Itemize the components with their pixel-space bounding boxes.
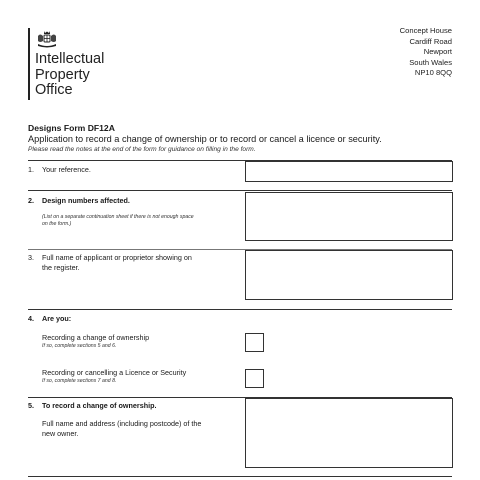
option-licence-security-note: If so, complete sections 7 and 8. [42,378,117,384]
note-line: on the form.) [42,221,72,228]
section-number: 2. [28,196,34,205]
section-2-label: Design numbers affected. [42,196,130,205]
section-number: 5. [28,401,34,410]
section-2-note [42,214,194,228]
address-line: Newport [423,47,452,57]
logo-line: Property [35,66,90,83]
address-line: Concept House [399,26,452,35]
label-line: the register. [42,263,80,272]
section-number: 4. [28,314,34,323]
form-title: Designs Form DF12A [28,123,115,133]
section-3-label [42,253,192,273]
section-5-label: To record a change of ownership. [42,401,157,410]
section-number: 3. [28,253,34,262]
option-change-of-ownership-note: If so, complete sections 5 and 6. [42,343,117,349]
logo-line: Office [35,82,73,98]
design-numbers-field[interactable] [245,192,453,241]
label-line: Full name of applicant or proprietor showing on [42,253,192,262]
your-reference-field[interactable] [245,161,453,182]
note-line: (List on a separate continuation sheet if there is not enough space [42,214,194,220]
address-line: South Wales [409,57,452,67]
section-divider [28,476,452,477]
address-line: Cardiff Road [409,36,452,46]
form-subtitle: Application to record a change of ownership or to record or cancel a licence or security. [28,134,382,144]
form-guidance-note: Please read the notes at the end of the form for guidance on filling in the form. [28,146,256,153]
label-line: Full name and address (including postcode) of the [42,419,202,428]
section-4-label: Are you: [42,314,72,323]
label-line: new owner. [42,429,79,438]
option-change-of-ownership-label: Recording a change of ownership [42,333,150,342]
office-address [400,26,452,79]
royal-coat-of-arms-icon [36,30,58,48]
section-5-sublabel [42,419,201,439]
section-1-label: Your reference. [42,165,91,174]
change-of-ownership-checkbox[interactable] [245,333,264,352]
licence-security-checkbox[interactable] [245,369,264,388]
section-divider [28,309,452,310]
address-line: NP10 8QQ [414,68,452,78]
logo-wordmark [35,52,104,99]
section-divider [28,190,452,191]
section-number: 1. [28,165,34,174]
option-licence-security-label: Recording or cancelling a Licence or Security [42,368,187,377]
applicant-name-field[interactable] [245,250,453,300]
new-owner-address-field[interactable] [245,398,453,468]
logo-divider [28,28,30,100]
logo-line: Intellectual [35,51,105,67]
